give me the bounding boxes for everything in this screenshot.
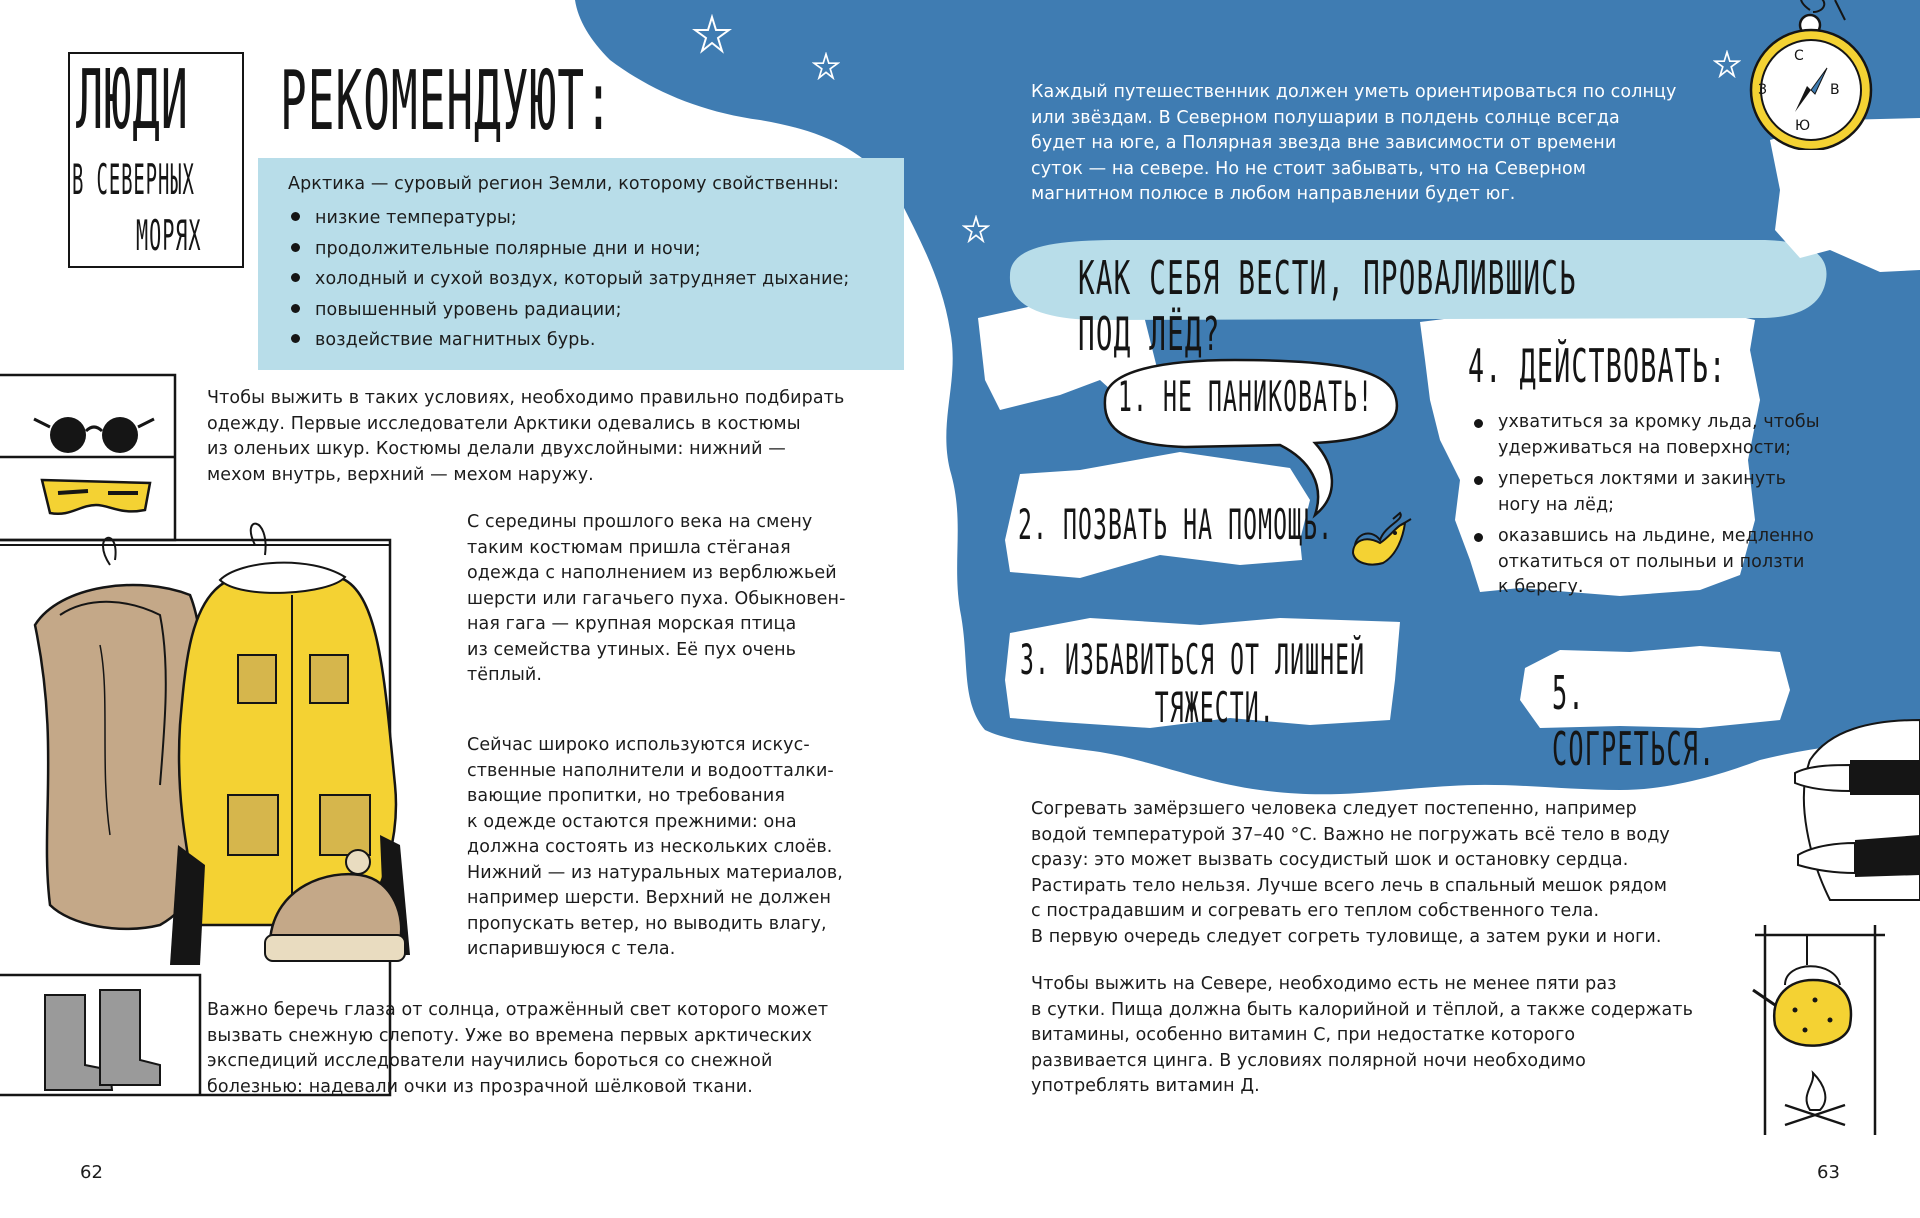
text-line: испарившуюся с тела. bbox=[467, 939, 676, 959]
compass-letter-w: З bbox=[1758, 82, 1767, 98]
text-line: сразу: это может вызвать сосудистый шок и остановку сердца. bbox=[1031, 850, 1629, 870]
text-line: пропускать ветер, но выводить влагу, bbox=[467, 913, 827, 934]
text-line: мехом внутрь, верхний — мехом наружу. bbox=[207, 464, 594, 485]
text-line: должна состоять из нескольких слоёв. bbox=[467, 837, 833, 857]
list-item: продолжительные полярные дни и ночи; bbox=[287, 234, 907, 265]
felt-boots-icon bbox=[45, 990, 160, 1090]
text-line: суток — на севере. Но не стоит забывать, что на Северном bbox=[1031, 158, 1587, 179]
compass-letter-s: Ю bbox=[1795, 118, 1811, 134]
list-item: повышенный уровень радиации; bbox=[287, 295, 907, 326]
step-4-title: 4. ДЕЙСТВОВАТЬ: bbox=[1468, 339, 1727, 393]
text-line: к берегу. bbox=[1498, 577, 1584, 597]
star-icon bbox=[1786, 195, 1812, 221]
page-number-left: 62 bbox=[80, 1162, 103, 1183]
text-line: В первую очередь следует согреть туловище, а затем руки и ноги. bbox=[1031, 926, 1662, 947]
step-1-label: 1. НЕ ПАНИКОВАТЬ! bbox=[1118, 372, 1374, 421]
step-3-line: 3. ИЗБАВИТЬСЯ ОТ ЛИШНЕЙ bbox=[1020, 635, 1366, 684]
star-icon bbox=[962, 215, 990, 243]
warming-paragraph bbox=[1031, 797, 1670, 950]
step-4-list bbox=[1470, 410, 1860, 601]
campfire-icon bbox=[1785, 1073, 1845, 1125]
text-line: ногу на лёд; bbox=[1498, 494, 1615, 515]
text-line: Важно беречь глаза от солнца, отражённый свет которого может bbox=[207, 1000, 829, 1020]
title-recommend: РЕКОМЕНДУЮТ: bbox=[280, 54, 613, 149]
text-line: шерсти или гагачьего пуха. Обыкновен- bbox=[467, 588, 846, 609]
text-line: или звёздам. В Северном полушарии в полдень солнце всегда bbox=[1031, 107, 1620, 128]
text-line: например шерсти. Верхний не должен bbox=[467, 888, 832, 908]
eyes-paragraph bbox=[207, 998, 828, 1100]
step-3-line: ТЯЖЕСТИ. bbox=[1154, 683, 1275, 732]
title-word-people: ЛЮДИ bbox=[76, 53, 190, 148]
text-line: Нижний — из натуральных материалов, bbox=[467, 862, 843, 883]
text-line: из оленьих шкур. Костюмы делали двухслойными: нижний — bbox=[207, 439, 786, 459]
text-line: вызвать снежную слепоту. Уже во времена первых арктических bbox=[207, 1025, 813, 1046]
list-item: воздействие магнитных бурь. bbox=[287, 325, 907, 356]
step-3-label bbox=[1020, 636, 1365, 732]
list-item: низкие температуры; bbox=[287, 203, 907, 234]
ice-section-title: КАК СЕБЯ ВЕСТИ, ПРОВАЛИВШИСЬ ПОД ЛЁД? bbox=[1078, 251, 1577, 361]
text-line: удерживаться на поверхности; bbox=[1498, 437, 1792, 458]
food-paragraph bbox=[1031, 972, 1693, 1100]
text-line: ственные наполнители и водоотталки- bbox=[467, 760, 834, 781]
quilted-paragraph bbox=[467, 510, 846, 689]
arctic-info-intro: Арктика — суровый регион Земли, которому свойственны: bbox=[288, 174, 839, 194]
text-line: будет на юге, а Полярная звезда вне зависимости от времени bbox=[1031, 133, 1617, 153]
compass-letter-n: С bbox=[1794, 48, 1804, 64]
text-line: ухватиться за кромку льда, чтобы bbox=[1498, 412, 1820, 432]
compass-letter-e: В bbox=[1830, 82, 1840, 98]
step-2-label: 2. ПОЗВАТЬ НА ПОМОЩЬ. bbox=[1018, 500, 1334, 549]
text-line: водой температурой 37–40 °С. Важно не погружать всё тело в воду bbox=[1031, 824, 1670, 845]
text-line: упереться локтями и закинуть bbox=[1498, 469, 1786, 489]
list-item bbox=[1470, 410, 1860, 461]
list-item bbox=[1470, 467, 1860, 518]
page-number-right: 63 bbox=[1817, 1162, 1840, 1183]
text-line: развивается цинга. В условиях полярной ночи необходимо bbox=[1031, 1050, 1586, 1071]
text-line: магнитном полюсе в любом направлении будет юг. bbox=[1031, 184, 1516, 204]
list-item bbox=[1470, 524, 1860, 601]
title-word-northern: В СЕВЕРНЫХ bbox=[72, 155, 195, 204]
text-line: одежду. Первые исследователи Арктики одевались в костюмы bbox=[207, 413, 801, 434]
star-icon bbox=[692, 14, 732, 54]
star-icon bbox=[812, 52, 840, 80]
text-line: одежда с наполнением из верблюжьей bbox=[467, 563, 837, 583]
text-line: Растирать тело нельзя. Лучше всего лечь в спальный мешок рядом bbox=[1031, 875, 1668, 896]
clothing-paragraph bbox=[207, 386, 844, 488]
text-line: к одежде остаются прежними: она bbox=[467, 811, 797, 832]
modern-materials-paragraph bbox=[467, 733, 843, 963]
text-line: Чтобы выжить на Севере, необходимо есть не менее пяти раз bbox=[1031, 974, 1617, 994]
arctic-info-list bbox=[287, 203, 907, 356]
text-line: Сейчас широко используются искус- bbox=[467, 735, 810, 755]
text-line: Чтобы выжить в таких условиях, необходимо правильно подбирать bbox=[207, 388, 845, 408]
text-line: витамины, особенно витамин С, при недостатке которого bbox=[1031, 1025, 1576, 1045]
text-line: Каждый путешественник должен уметь ориентироваться по солнцу bbox=[1031, 82, 1677, 102]
text-line: с пострадавшим и согревать его теплом собственного тела. bbox=[1031, 901, 1600, 921]
text-line: ная гага — крупная морская птица bbox=[467, 614, 797, 634]
text-line: откатиться от полыньи и ползти bbox=[1498, 551, 1805, 572]
kettle-icon bbox=[1745, 905, 1885, 1135]
text-line: вающие пропитки, но требования bbox=[467, 786, 785, 806]
title-word-seas: МОРЯХ bbox=[136, 211, 202, 260]
bird-icon bbox=[1345, 505, 1415, 575]
text-line: болезнью: надевали очки из прозрачной шёлковой ткани. bbox=[207, 1076, 753, 1097]
text-line: употреблять витамин Д. bbox=[1031, 1076, 1260, 1096]
hands-icon bbox=[1790, 755, 1920, 895]
step-5-label: 5. СОГРЕТЬСЯ. bbox=[1552, 666, 1716, 776]
text-line: таким костюмам пришла стёганая bbox=[467, 537, 791, 558]
text-line: Согревать замёрзшего человека следует постепенно, например bbox=[1031, 799, 1637, 819]
text-line: тёплый. bbox=[467, 665, 543, 685]
text-line: оказавшись на льдине, медленно bbox=[1498, 526, 1814, 546]
text-line: экспедиций исследователи научились бороться со снежной bbox=[207, 1051, 773, 1071]
text-line: из семейства утиных. Её пух очень bbox=[467, 639, 797, 660]
orientation-paragraph bbox=[1031, 80, 1676, 208]
text-line: в сутки. Пища должна быть калорийной и тёплой, а также содержать bbox=[1031, 999, 1694, 1020]
text-line: С середины прошлого века на смену bbox=[467, 512, 813, 532]
list-item: холодный и сухой воздух, который затрудняет дыхание; bbox=[287, 264, 907, 295]
